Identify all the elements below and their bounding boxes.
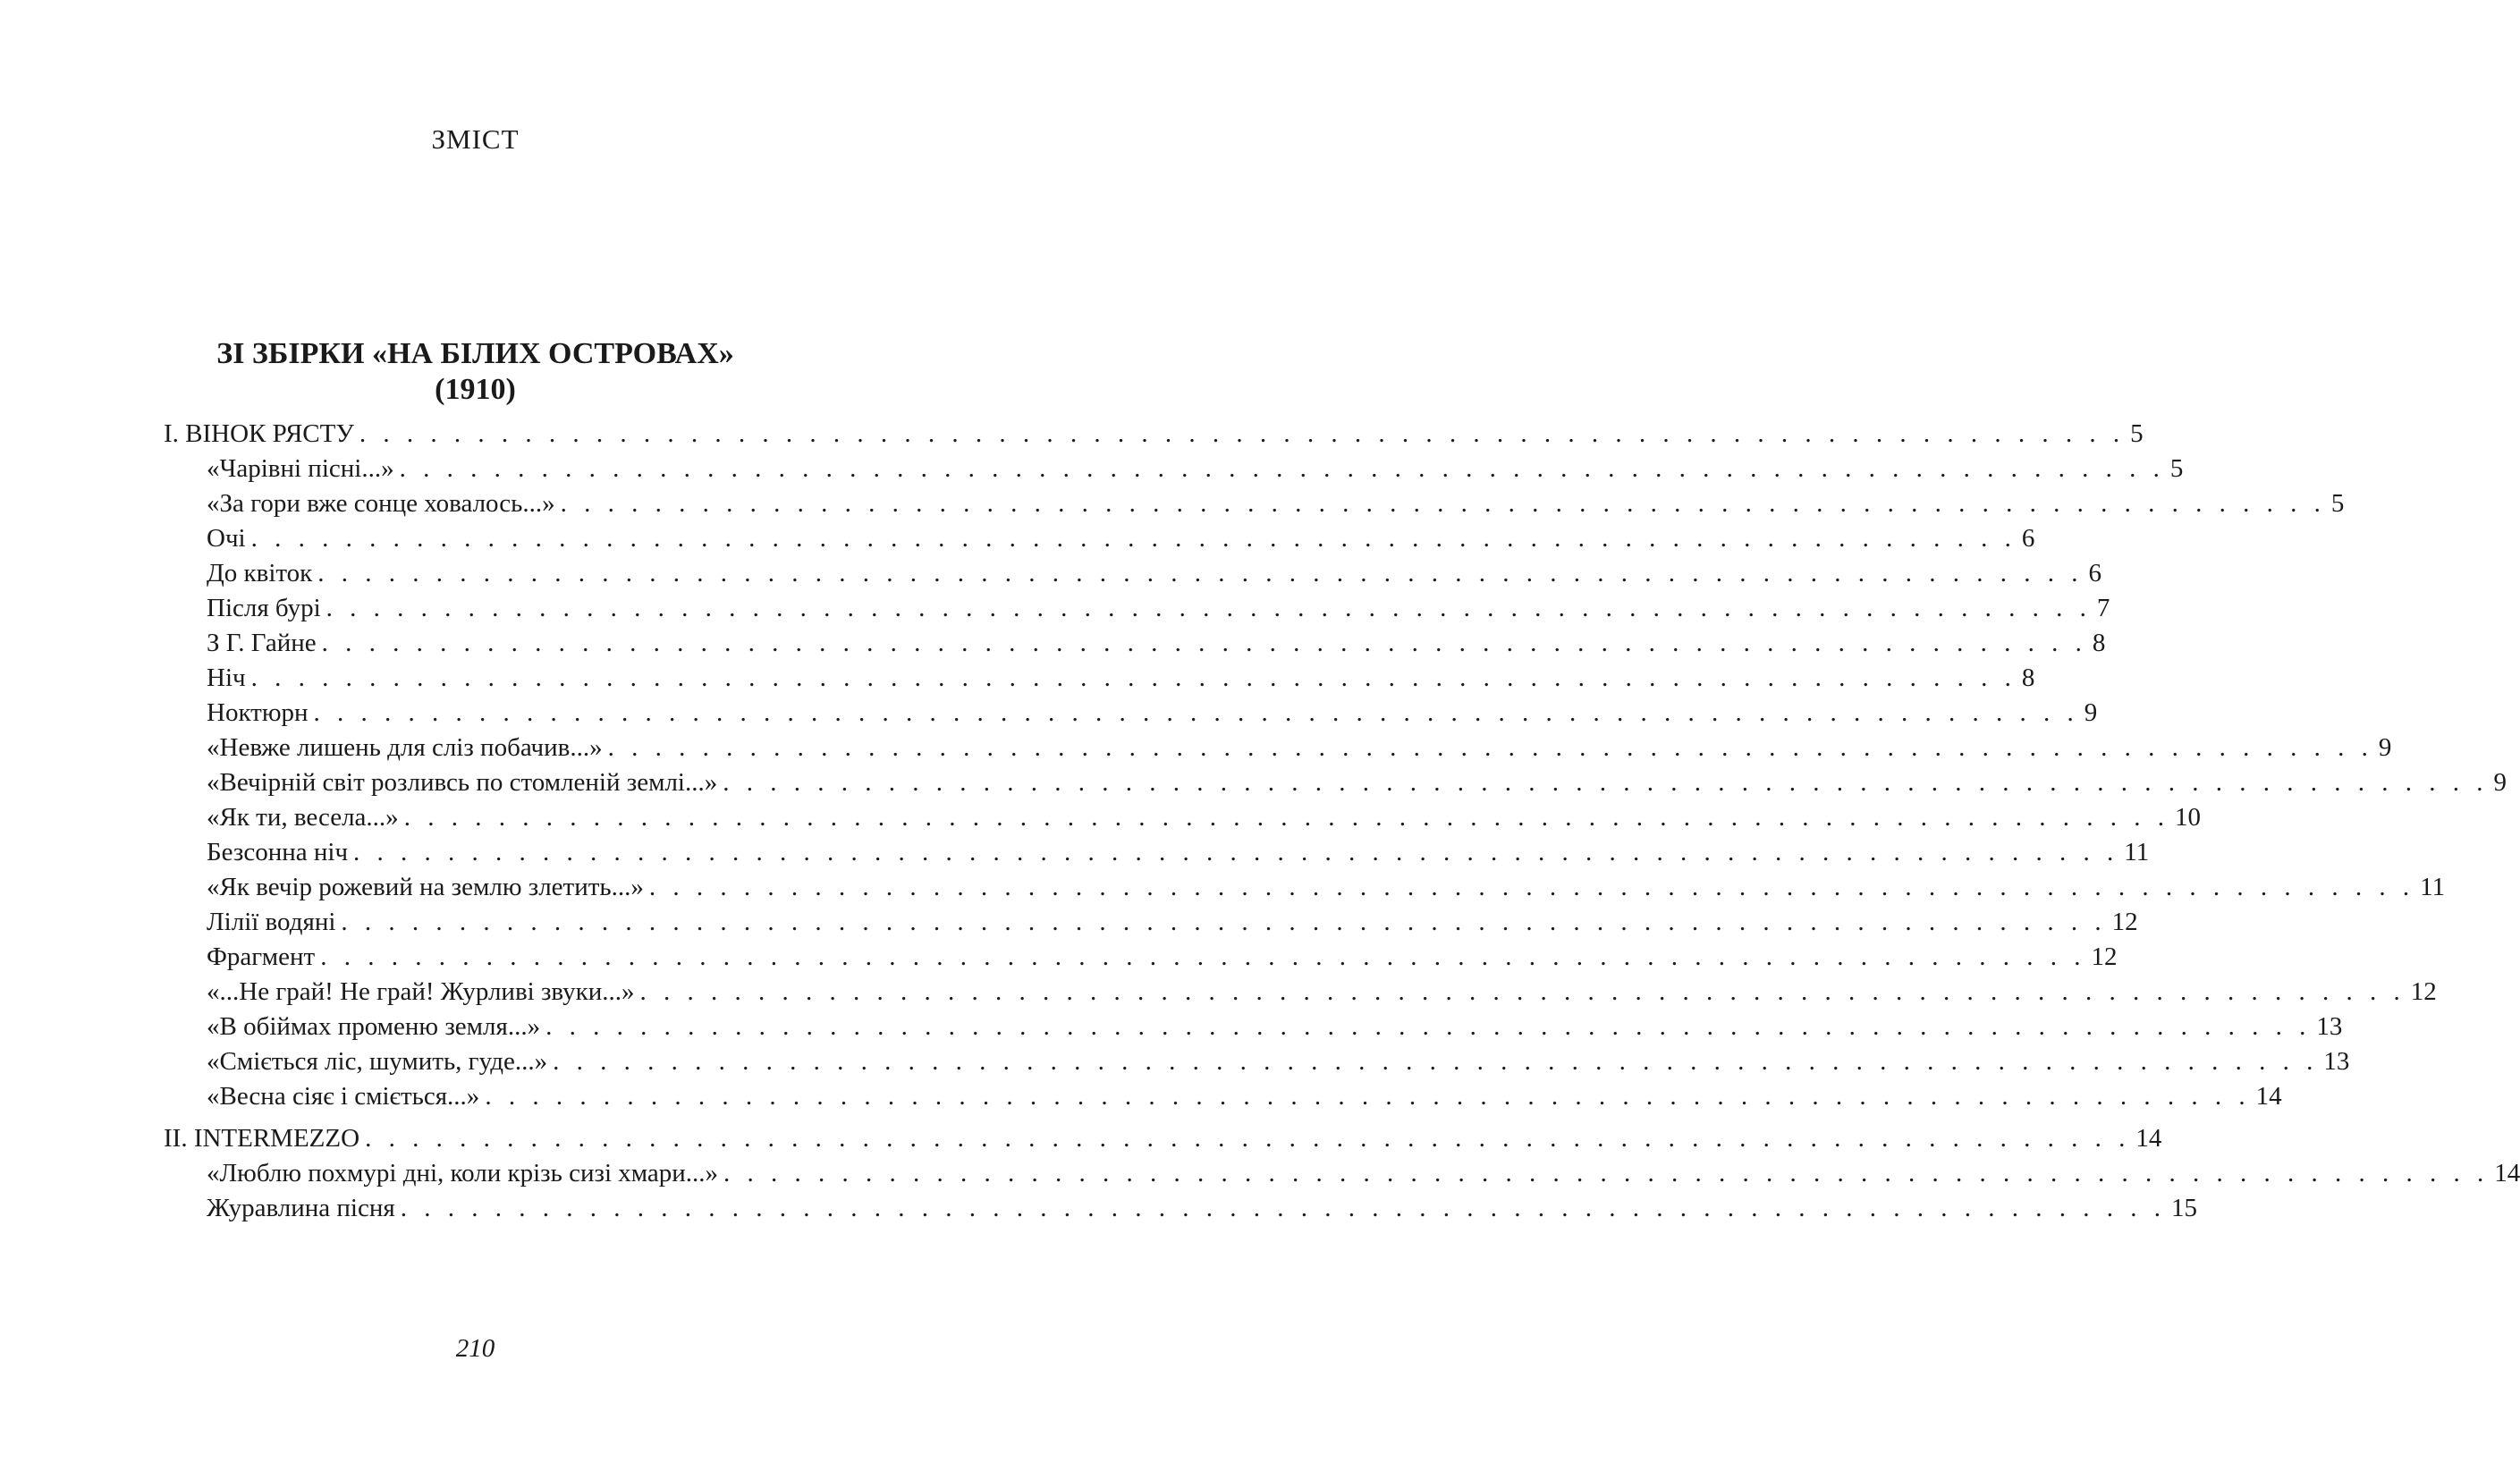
toc-entry[interactable] xyxy=(207,522,2035,554)
toc-entry-title: «Люблю похмурі дні, коли крізь сизі хмари...» xyxy=(207,1159,719,1187)
toc-entry[interactable] xyxy=(207,627,2106,659)
toc-entry-title: «Як вечір рожевий на землю злетить...» xyxy=(207,873,644,901)
dot-leader: . . . . . . . . . . . . . . . . . . . . . . . . . . . . . . . . . . . . . . . . . . . . . . . . . . . . . . . . . . . . . . . . . . . . . . . . . . . xyxy=(560,489,2326,518)
toc-entry-title: «Сміється ліс, шумить, гуде...» xyxy=(207,1047,548,1076)
toc-entry-title: «Вечірній світ розливсь по стомленій землі...» xyxy=(207,768,718,797)
dot-leader: . . . . . . . . . . . . . . . . . . . . . . . . . . . . . . . . . . . . . . . . . . . . . . . . . . . . . . . . . . . . . . . . . . . . . . . . . . . xyxy=(313,698,2079,727)
toc-entry-page: 9 xyxy=(2084,698,2098,727)
toc-entry[interactable] xyxy=(207,871,2446,903)
toc-entry[interactable] xyxy=(207,557,2102,589)
toc-entry[interactable] xyxy=(207,1157,2520,1189)
toc-entry-page: 13 xyxy=(2323,1047,2350,1076)
dot-leader: . . . . . . . . . . . . . . . . . . . . . . . . . . . . . . . . . . . . . . . . . . . . . . . . . . . . . . . . . . . . . . . . . . . . . . . . . . . xyxy=(485,1082,2251,1111)
toc-entry-page: 5 xyxy=(2169,454,2184,483)
toc-entry[interactable] xyxy=(207,592,2110,624)
toc-entry-title: «Весна сіяє і сміється...» xyxy=(207,1082,480,1111)
toc-entry-page: 9 xyxy=(2493,768,2507,797)
toc-entry-title: З Г. Гайне xyxy=(207,629,317,657)
toc-entry-page: 14 xyxy=(2135,1124,2162,1153)
toc-entry-page: 12 xyxy=(2091,942,2118,971)
toc-entry[interactable] xyxy=(207,976,2437,1008)
toc-entry-title: Очі xyxy=(207,524,246,553)
toc-entry[interactable] xyxy=(207,1192,2197,1224)
toc-entry[interactable] xyxy=(207,452,2184,485)
toc-entry[interactable] xyxy=(207,801,2201,833)
toc-entry-title: «Як ти, весела...» xyxy=(207,803,399,832)
dot-leader: . . . . . . . . . . . . . . . . . . . . . . . . . . . . . . . . . . . . . . . . . . . . . . . . . . . . . . . . . . . . . . . . . . . . . . . . . . . xyxy=(321,629,2087,657)
toc-entry-title: Журавлина пісня xyxy=(207,1194,395,1222)
page-number: 210 xyxy=(455,1334,495,1363)
toc-entry-page: 14 xyxy=(2255,1082,2282,1111)
dot-leader: . . . . . . . . . . . . . . . . . . . . . . . . . . . . . . . . . . . . . . . . . . . . . . . . . . . . . . . . . . . . . . . . . . . . . . . . . . . xyxy=(545,1012,2312,1041)
toc-entry-title: І. ВІНОК РЯСТУ xyxy=(164,419,354,448)
toc-entry[interactable] xyxy=(207,487,2345,520)
dot-leader: . . . . . . . . . . . . . . . . . . . . . . . . . . . . . . . . . . . . . . . . . . . . . . . . . . . . . . . . . . . . . . . . . . . . . . . . . . . xyxy=(317,559,2084,587)
toc-entry[interactable] xyxy=(207,662,2035,694)
dot-leader: . . . . . . . . . . . . . . . . . . . . . . . . . . . . . . . . . . . . . . . . . . . . . . . . . . . . . . . . . . . . . . . . . . . . . . . . . . . xyxy=(326,594,2092,622)
toc-entry-title: ІІ. INTERMEZZO xyxy=(164,1124,360,1153)
toc-entry[interactable] xyxy=(207,836,2150,868)
toc-entry-page: 12 xyxy=(2111,908,2138,936)
toc-entry-page: 13 xyxy=(2316,1012,2343,1041)
dot-leader: . . . . . . . . . . . . . . . . . . . . . . . . . . . . . . . . . . . . . . . . . . . . . . . . . . . . . . . . . . . . . . . . . . . . . . . . . . . xyxy=(648,873,2415,901)
dot-leader: . . . . . . . . . . . . . . . . . . . . . . . . . . . . . . . . . . . . . . . . . . . . . . . . . . . . . . . . . . . . . . . . . . . . . . . . . . . xyxy=(403,803,2169,832)
toc-entry[interactable] xyxy=(207,731,2392,764)
toc-entry-title: «Чарівні пісні...» xyxy=(207,454,394,483)
toc-entry-page: 6 xyxy=(2021,524,2035,553)
toc-entry-title: До квіток xyxy=(207,559,313,587)
dot-leader: . . . . . . . . . . . . . . . . . . . . . . . . . . . . . . . . . . . . . . . . . . . . . . . . . . . . . . . . . . . . . . . . . . . . . . . . . . . xyxy=(639,977,2406,1006)
dot-leader: . . . . . . . . . . . . . . . . . . . . . . . . . . . . . . . . . . . . . . . . . . . . . . . . . . . . . . . . . . . . . . . . . . . . . . . . . . . xyxy=(399,454,2165,483)
toc-entry[interactable] xyxy=(207,1010,2343,1043)
toc-entry[interactable] xyxy=(207,697,2098,729)
toc-entry[interactable] xyxy=(207,1045,2350,1078)
toc-entry-title: Фрагмент xyxy=(207,942,316,971)
toc-entry-title: Ноктюрн xyxy=(207,698,309,727)
toc-entry-page: 15 xyxy=(2170,1194,2197,1222)
toc-entry-part-1[interactable] xyxy=(164,418,2144,450)
toc-entry-title: «...Не грай! Не грай! Журливі звуки...» xyxy=(207,977,635,1006)
dot-leader: . . . . . . . . . . . . . . . . . . . . . . . . . . . . . . . . . . . . . . . . . . . . . . . . . . . . . . . . . . . . . . . . . . . . . . . . . . . xyxy=(250,524,2017,553)
dot-leader: . . . . . . . . . . . . . . . . . . . . . . . . . . . . . . . . . . . . . . . . . . . . . . . . . . . . . . . . . . . . . . . . . . . . . . . . . . . xyxy=(365,1124,2131,1153)
toc-entry[interactable] xyxy=(207,941,2118,973)
section-title-year: (1910) xyxy=(435,373,516,406)
dot-leader: . . . . . . . . . . . . . . . . . . . . . . . . . . . . . . . . . . . . . . . . . . . . . . . . . . . . . . . . . . . . . . . . . . . . . . . . . . . xyxy=(353,838,2119,866)
toc-entry-page: 8 xyxy=(2021,663,2035,692)
toc-entry-page: 5 xyxy=(2130,419,2144,448)
toc-entry-page: 11 xyxy=(2124,838,2150,866)
toc-entry-page: 10 xyxy=(2174,803,2201,832)
toc-entry-part-2[interactable] xyxy=(164,1122,2162,1154)
toc-entry-page: 5 xyxy=(2330,489,2345,518)
toc-entry-title: Безсонна ніч xyxy=(207,838,349,866)
dot-leader: . . . . . . . . . . . . . . . . . . . . . . . . . . . . . . . . . . . . . . . . . . . . . . . . . . . . . . . . . . . . . . . . . . . . . . . . . . . xyxy=(607,733,2373,762)
dot-leader: . . . . . . . . . . . . . . . . . . . . . . . . . . . . . . . . . . . . . . . . . . . . . . . . . . . . . . . . . . . . . . . . . . . . . . . . . . . xyxy=(320,942,2086,971)
dot-leader: . . . . . . . . . . . . . . . . . . . . . . . . . . . . . . . . . . . . . . . . . . . . . . . . . . . . . . . . . . . . . . . . . . . . . . . . . . . xyxy=(250,663,2017,692)
dot-leader: . . . . . . . . . . . . . . . . . . . . . . . . . . . . . . . . . . . . . . . . . . . . . . . . . . . . . . . . . . . . . . . . . . . . . . . . . . . xyxy=(723,768,2489,797)
toc-entry-page: 14 xyxy=(2494,1159,2520,1187)
dot-leader: . . . . . . . . . . . . . . . . . . . . . . . . . . . . . . . . . . . . . . . . . . . . . . . . . . . . . . . . . . . . . . . . . . . . . . . . . . . xyxy=(553,1047,2319,1076)
toc-entry-title: Лілії водяні xyxy=(207,908,336,936)
section-title xyxy=(0,336,951,408)
toc-entry[interactable] xyxy=(207,766,2507,799)
toc-entry-title: Після бурі xyxy=(207,594,321,622)
section-title-name: ЗІ ЗБІРКИ «НА БІЛИХ ОСТРОВАХ» xyxy=(216,337,734,370)
dot-leader: . . . . . . . . . . . . . . . . . . . . . . . . . . . . . . . . . . . . . . . . . . . . . . . . . . . . . . . . . . . . . . . . . . . . . . . . . . . xyxy=(400,1194,2166,1222)
toc-entry-page: 11 xyxy=(2420,873,2446,901)
dot-leader: . . . . . . . . . . . . . . . . . . . . . . . . . . . . . . . . . . . . . . . . . . . . . . . . . . . . . . . . . . . . . . . . . . . . . . . . . . . xyxy=(341,908,2107,936)
toc-entry-title: «Невже лишень для сліз побачив...» xyxy=(207,733,603,762)
toc-entry-title: «За гори вже сонце ховалось...» xyxy=(207,489,555,518)
toc-entry[interactable] xyxy=(207,906,2138,938)
dot-leader: . . . . . . . . . . . . . . . . . . . . . . . . . . . . . . . . . . . . . . . . . . . . . . . . . . . . . . . . . . . . . . . . . . . . . . . . . . . xyxy=(359,419,2126,448)
toc-entry-title: Ніч xyxy=(207,663,246,692)
dot-leader: . . . . . . . . . . . . . . . . . . . . . . . . . . . . . . . . . . . . . . . . . . . . . . . . . . . . . . . . . . . . . . . . . . . . . . . . . . . xyxy=(723,1159,2490,1187)
toc-entry-title: «В обіймах променю земля...» xyxy=(207,1012,541,1041)
page-heading: ЗМІСТ xyxy=(431,123,520,155)
toc-entry-page: 8 xyxy=(2092,629,2106,657)
toc-entry-page: 12 xyxy=(2410,977,2437,1006)
toc-entry-page: 9 xyxy=(2378,733,2392,762)
toc-entry-page: 7 xyxy=(2096,594,2110,622)
toc-entry[interactable] xyxy=(207,1080,2282,1112)
toc-entry-page: 6 xyxy=(2088,559,2102,587)
